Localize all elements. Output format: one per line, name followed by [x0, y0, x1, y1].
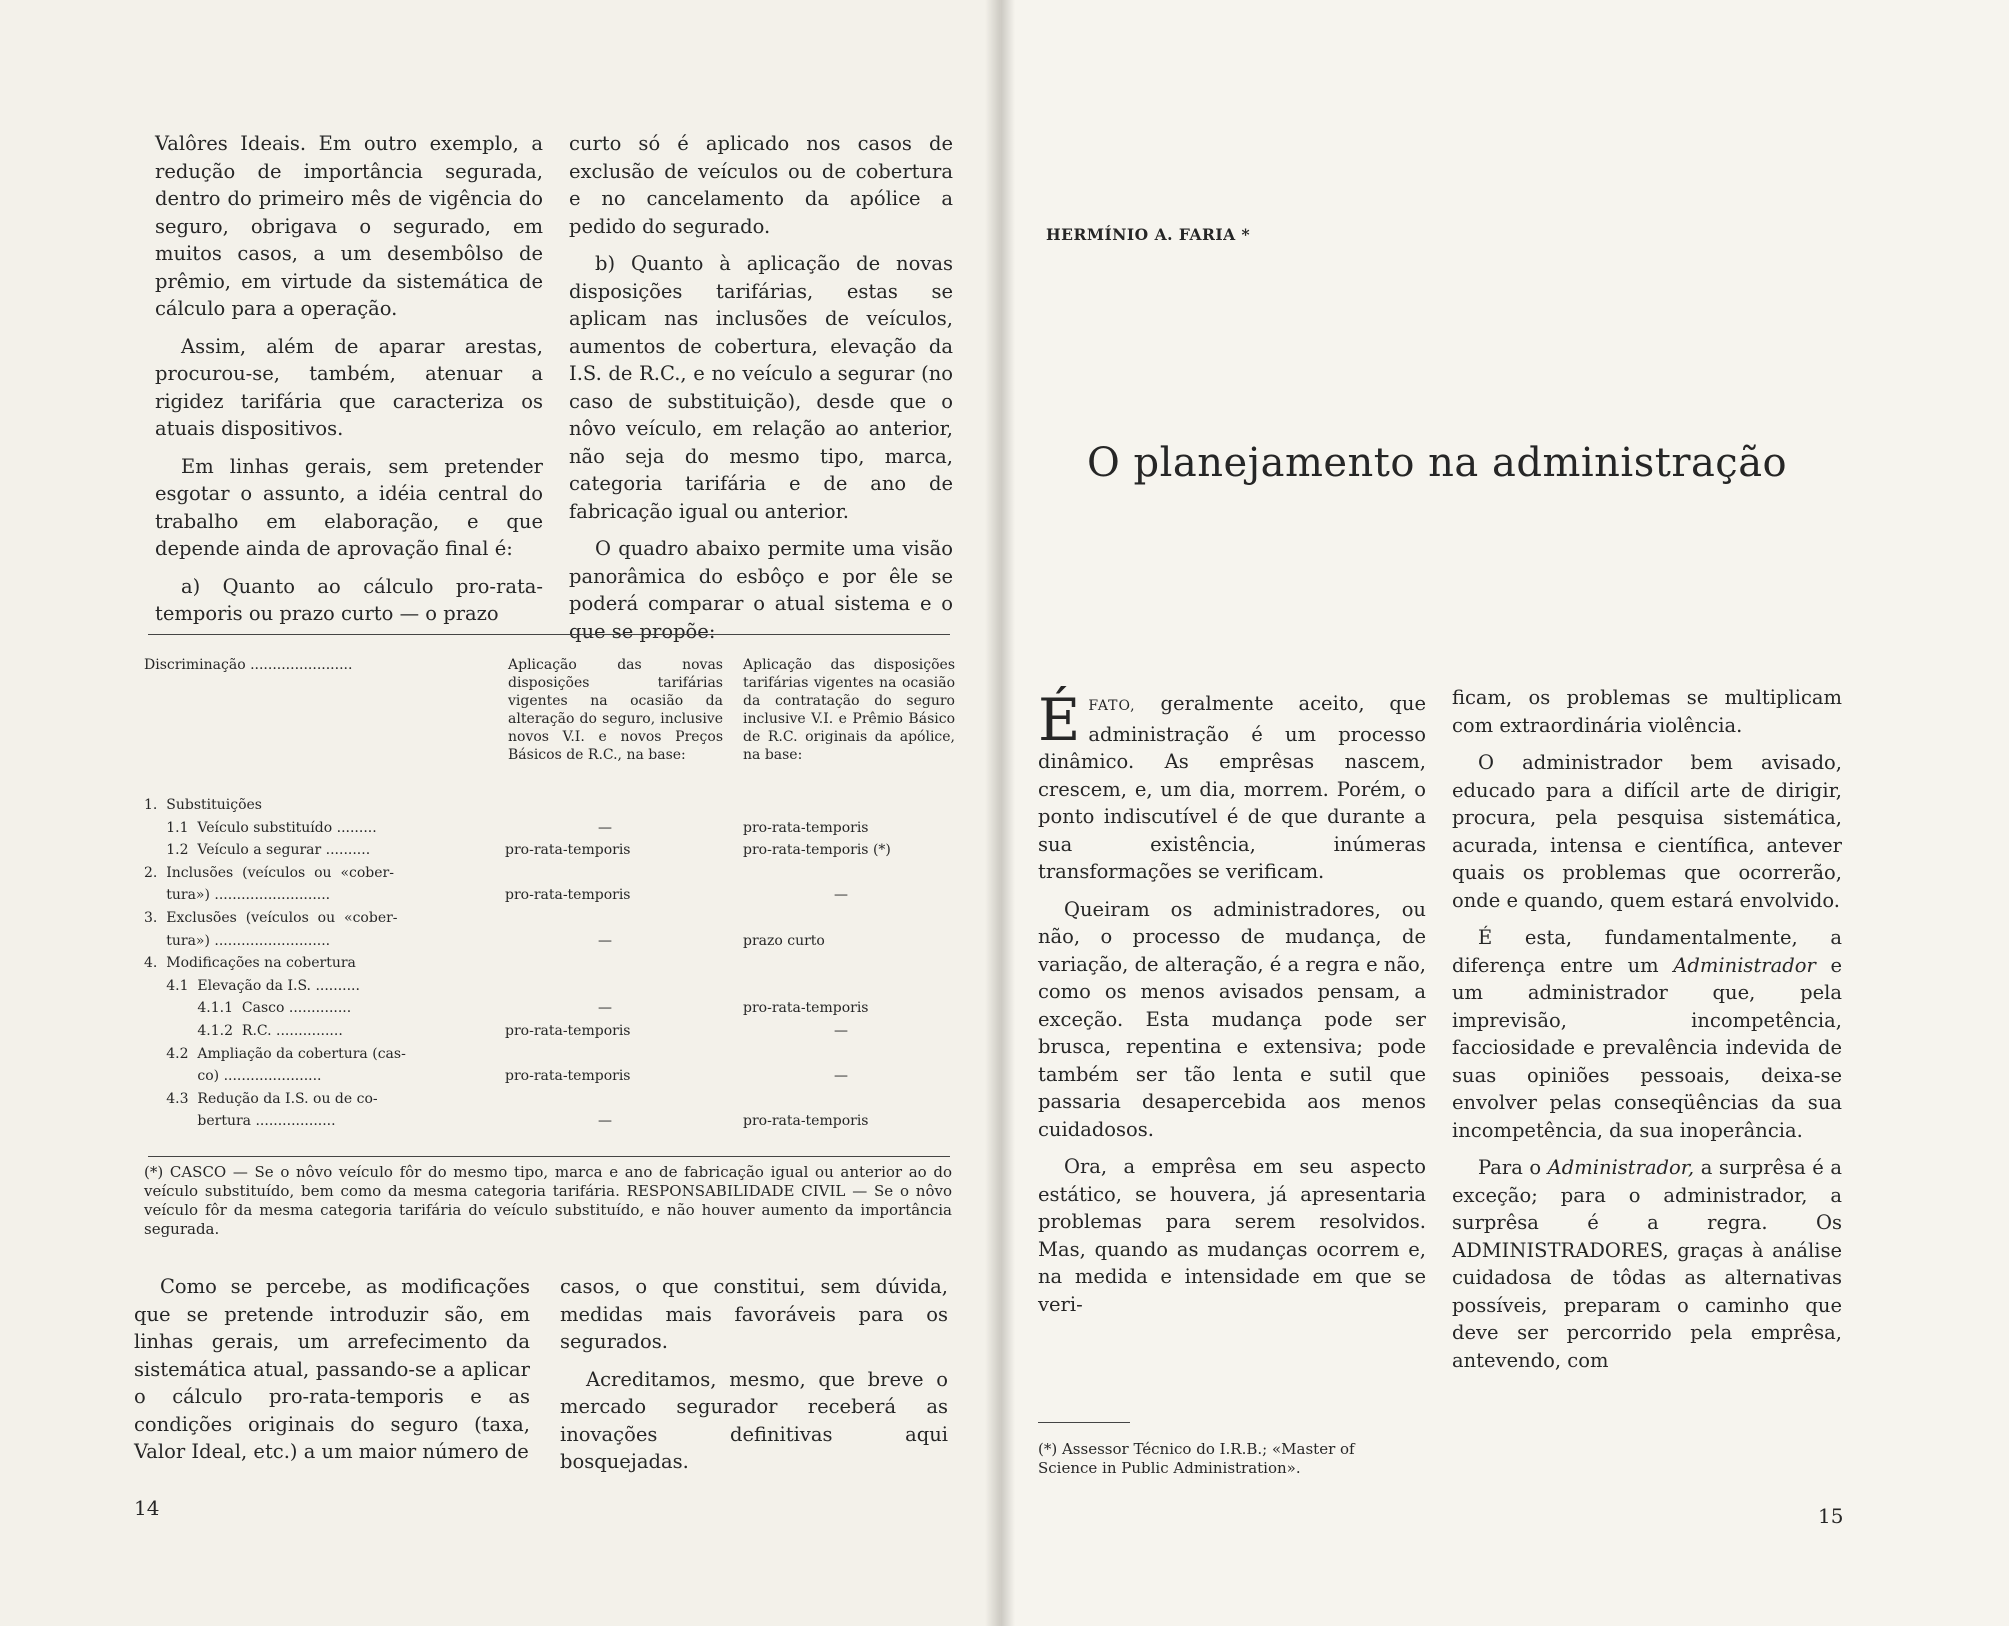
- left-column-3: [134, 1273, 530, 1476]
- text-run: e um administrador que, pela imprevisão, incompetência, facciosidade e prevalência indevida de suas opiniões pessoais, deixa-se envolver pelas conseqüências da sua incompetência, da sua inoperância.: [1452, 953, 1843, 1142]
- table-header-original-rules: Aplicação das disposições tarifárias vigentes na ocasião da contratação do seguro inclusive V.I. e Prêmio Básico de R.C. originais da apólice, na base:: [743, 657, 955, 763]
- author-name: HERMÍNIO A. FARIA *: [1046, 225, 1251, 244]
- table-cell-original-rules: pro-rata-temporis: [743, 1113, 869, 1130]
- table-cell-original-rules: pro-rata-temporis: [743, 819, 869, 836]
- left-page: [0, 0, 1000, 1626]
- lead-text: geralmente aceito, que administração é um processo dinâmico. As emprêsas nascem, crescem, e, um dia, morrem. Porém, o ponto indiscutível é de que durante a sua existência, inúmeras transformações se verificam.: [1038, 692, 1427, 883]
- table-row-label: 4.1.2 R.C. ...............: [144, 1023, 343, 1039]
- paragraph: Como se percebe, as modificações que se pretende introduzir são, em linhas gerais, um arrefecimento da sistemática atual, passando-se a aplicar o cálculo pro-rata-temporis e as condições originais do seguro (taxa, Valor Ideal, etc.) a um maior número de: [134, 1275, 530, 1463]
- table-cell-original-rules: —: [834, 887, 848, 904]
- paragraph: [1452, 1154, 1842, 1374]
- table-row-label: 4.2 Ampliação da cobertura (cas-: [144, 1045, 406, 1062]
- table-row-label: 1.2 Veículo a segurar ..........: [144, 842, 371, 859]
- table-row-label: 1.1 Veículo substituído .........: [144, 819, 377, 836]
- table-row-label: 4.3 Redução da I.S. ou de co-: [144, 1090, 378, 1107]
- table-row-label: 4. Modificações na cobertura: [144, 955, 356, 972]
- article-title: O planejamento na administração: [1087, 440, 1788, 486]
- table-cell-new-rules: —: [598, 1113, 612, 1130]
- paragraph: O quadro abaixo permite uma visão panorâmica do esbôço e por êle se poderá comparar o atual sistema e o que se propõe:: [569, 537, 953, 643]
- table-row-label: 1. Substituições: [144, 797, 262, 813]
- paragraph: Acreditamos, mesmo, que breve o mercado segurador receberá as inovações definitivas aqui bosquejadas.: [560, 1367, 948, 1473]
- text-run: a surprêsa é a exceção; para o administrador, a surprêsa é a regra. Os ADMINISTRADORES, graças à análise cuidadosa de tôdas as alternativas possíveis, preparam o caminho que deve ser percorrido pela emprêsa, antevendo, com: [1452, 1156, 1842, 1372]
- emphasis: Administrador: [1673, 953, 1816, 977]
- right-column-2: [1452, 684, 1842, 1384]
- table-header-new-rules: Aplicação das novas disposições tarifárias vigentes na ocasião da alteração do seguro, inclusive novos V.I. e novos Preços Básicos de R.C., na base:: [508, 657, 723, 763]
- book-gutter: [985, 0, 1015, 1626]
- paragraph: [1452, 924, 1842, 1144]
- table-cell-new-rules: pro-rata-temporis: [505, 1068, 631, 1085]
- first-paragraph: [1038, 686, 1427, 886]
- table-header-label: Discriminação .......................: [144, 657, 353, 673]
- emphasis: Administrador,: [1547, 1156, 1695, 1179]
- text-run: Para o: [1478, 1156, 1542, 1179]
- paragraph: casos, o que constitui, sem dúvida, medidas mais favoráveis para os segurados.: [560, 1275, 948, 1353]
- paragraph: Assim, além de aparar arestas, procurou-se, também, atenuar a rigidez tarifária que caracteriza os atuais dispositivos.: [155, 334, 543, 440]
- table-top-rule: [148, 634, 950, 635]
- table-row-label: 4.1.1 Casco ..............: [144, 1000, 352, 1017]
- right-column-1: [1038, 686, 1427, 1328]
- paragraph: b) Quanto à aplicação de novas disposições tarifárias, estas se aplicam nas inclusões de veículos, aumentos de cobertura, elevação da I.S. de R.C., e no veículo a segurar (no caso de substituição), desde que o nôvo veículo, em relação ao anterior, não seja do mesmo tipo, marca, categoria tarifária e de ano de fabricação igual ou anterior.: [569, 252, 953, 523]
- paragraph: Ora, a emprêsa em seu aspecto estático, se houvera, já apresentaria problemas para serem resolvidos. Mas, quando as mudanças ocorrem e, na medida e intensidade em que se veri-: [1038, 1155, 1426, 1316]
- table-cell-original-rules: pro-rata-temporis (*): [743, 842, 891, 859]
- right-page: [1000, 0, 2009, 1626]
- footnote-rule: [1038, 1422, 1130, 1423]
- table-row-label: bertura ..................: [144, 1113, 336, 1130]
- table-cell-new-rules: pro-rata-temporis: [505, 1023, 631, 1039]
- paragraph: Queiram os administradores, ou não, o processo de mudança, de variação, de alteração, é a regra e não, como os menos avisados pensam, a exceção. Esta mudança pode ser brusca, repentina e extensiva; pode também ser tão lenta e sutil que passaria desapercebida aos menos cuidadosos.: [1038, 897, 1426, 1141]
- text-run: É esta, fundamentalmente, a diferença entre um: [1452, 926, 1842, 977]
- paragraph: a) Quanto ao cálculo pro-rata-temporis ou prazo curto — o prazo: [155, 574, 543, 625]
- left-column-4: [560, 1273, 948, 1486]
- table-row-label: co) ......................: [144, 1068, 322, 1085]
- table-cell-original-rules: pro-rata-temporis: [743, 1000, 869, 1017]
- footnote-author: (*) Assessor Técnico do I.R.B.; «Master of Science in Public Administration».: [1038, 1440, 1355, 1477]
- left-column-1: [155, 130, 543, 638]
- paragraph: ficam, os problemas se multiplicam com extraordinária violência.: [1452, 686, 1842, 737]
- paragraph: O administrador bem avisado, educado para a difícil arte de dirigir, procura, pela pesquisa sistemática, acurada, intensa e científica, antever quais os problemas que ocorrerão, onde e quando, quem estará envolvido.: [1452, 751, 1842, 912]
- table-bottom-rule: [148, 1156, 950, 1157]
- table-cell-new-rules: —: [598, 932, 612, 949]
- table-cell-new-rules: —: [598, 1000, 612, 1017]
- paragraph: Valôres Ideais. Em outro exemplo, a redução de importância segurada, dentro do primeiro mês de vigência do seguro, obrigava o segurado, em muitos casos, a um desembôlso de prêmio, em virtude da sistemática de cálculo para a operação.: [155, 132, 543, 320]
- paragraph: Em linhas gerais, sem pretender esgotar o assunto, a idéia central do trabalho em elaboração, e que depende ainda de aprovação final é:: [155, 454, 543, 560]
- table-cell-original-rules: prazo curto: [743, 932, 825, 949]
- table-row-label: tura») ..........................: [144, 887, 331, 904]
- table-cell-new-rules: —: [598, 819, 612, 836]
- table-cell-original-rules: —: [834, 1068, 848, 1085]
- page-number-left: 14: [134, 1496, 160, 1520]
- table-cell-original-rules: —: [834, 1023, 848, 1039]
- lead-smallcaps: FATO,: [1088, 698, 1136, 714]
- table-cell-new-rules: pro-rata-temporis: [505, 887, 631, 904]
- table-cell-new-rules: pro-rata-temporis: [505, 842, 631, 859]
- table-row-label: 2. Inclusões (veículos ou «cober-: [144, 864, 394, 881]
- paragraph: curto só é aplicado nos casos de exclusão de veículos ou de cobertura e no cancelamento da apólice a pedido do segurado.: [569, 132, 953, 238]
- table-row-label: 4.1 Elevação da I.S. ..........: [144, 977, 360, 994]
- table-row-label: 3. Exclusões (veículos ou «cober-: [144, 910, 398, 926]
- drop-cap: É: [1038, 686, 1081, 754]
- table-footnote: (*) CASCO — Se o nôvo veículo fôr do mesmo tipo, marca e ano de fabricação igual ou anterior ao do veículo substituído, bem como da mesma categoria tarifária. RESPONSABILIDADE CIVIL — Se o nôvo veículo fôr da mesma categoria tarifária do veículo substituído, e não houver aumento da importância segurada.: [144, 1163, 952, 1238]
- table-row-label: tura») ..........................: [144, 932, 331, 949]
- left-column-2: [569, 130, 953, 655]
- page-number-right: 15: [1818, 1504, 1844, 1528]
